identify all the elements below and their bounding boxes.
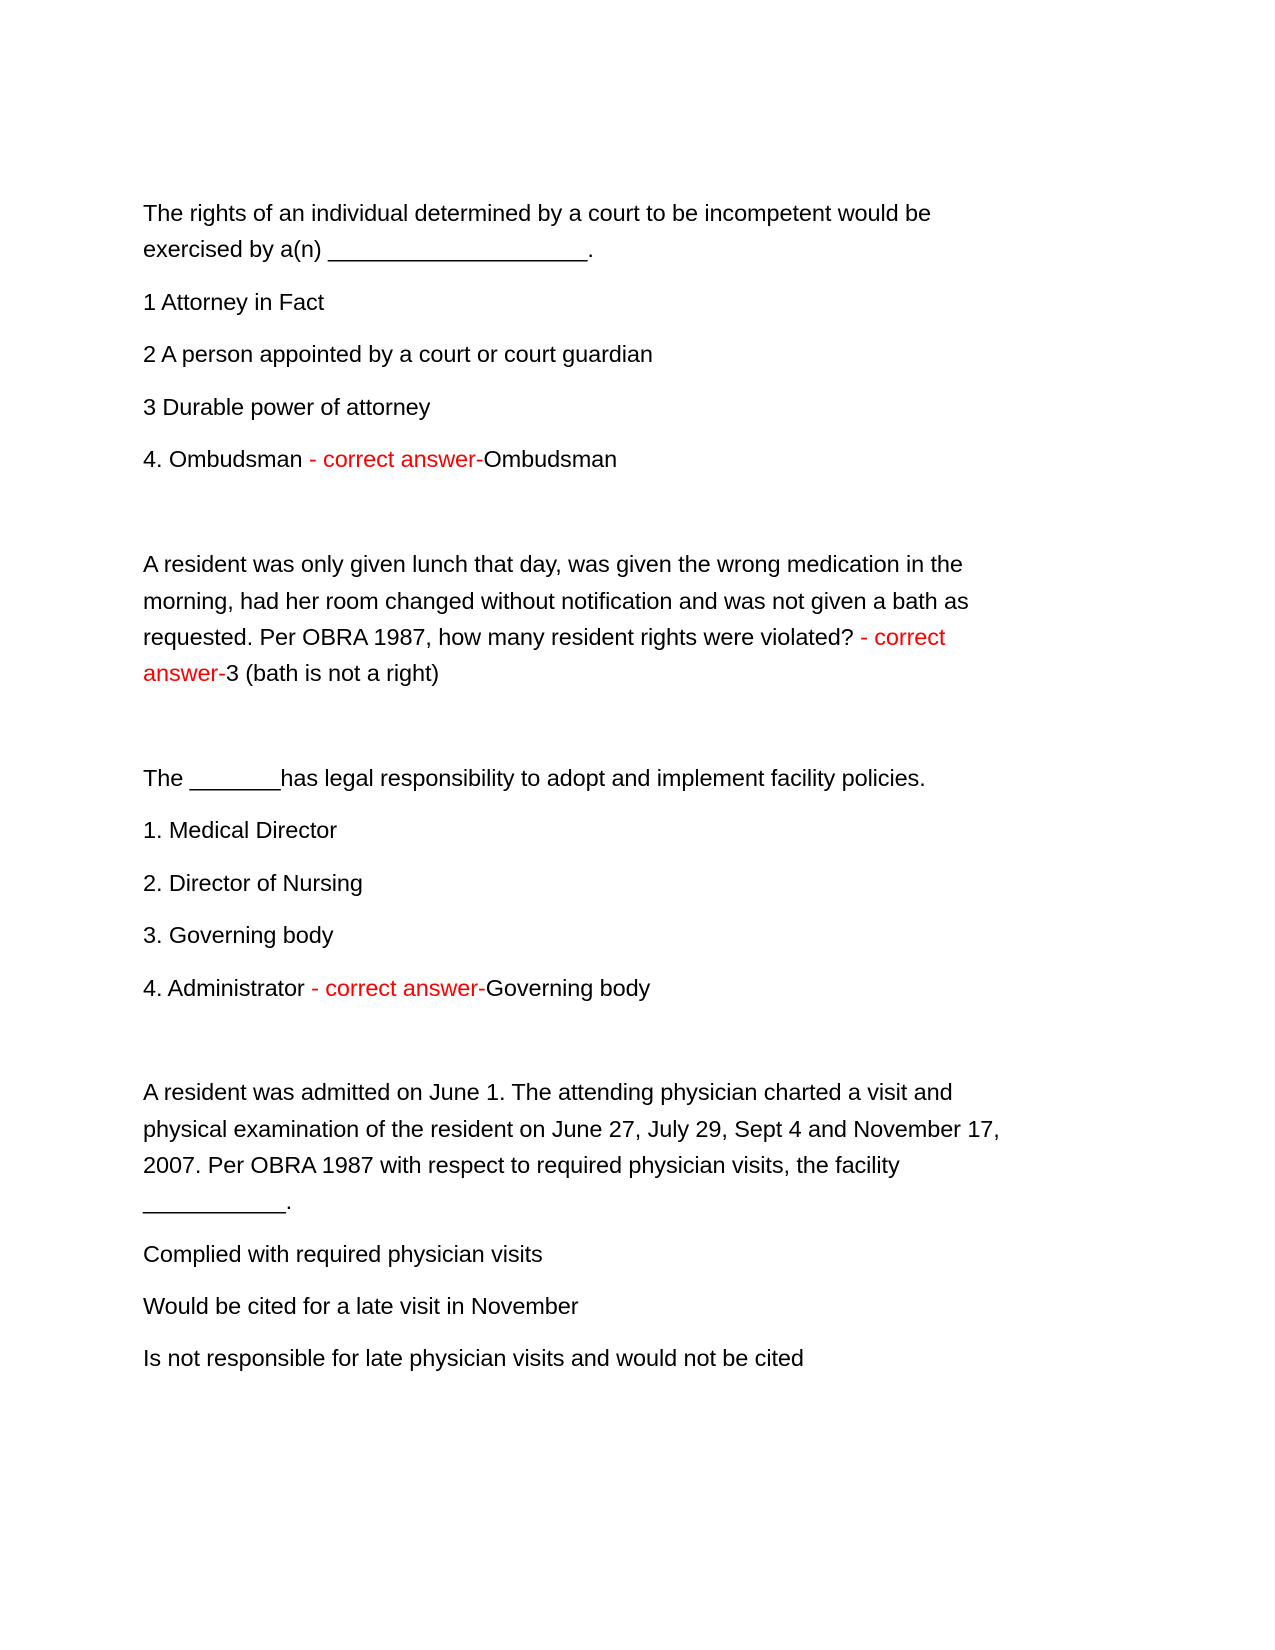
question-4-stem-line-3: 2007. Per OBRA 1987 with respect to required physician visits, the facility: [143, 1152, 900, 1178]
answer-marker: - correct: [853, 624, 946, 650]
question-2-stem-line-3: requested. Per OBRA 1987, how many resident rights were violated?: [143, 624, 854, 650]
question-3-stem-line-1: The _______has legal responsibility to adopt and implement facility policies.: [143, 765, 926, 791]
question-4-option-1: Complied with required physician visits: [143, 1241, 543, 1267]
question-4-stem-line-2: physical examination of the resident on June 27, July 29, Sept 4 and November 17,: [143, 1116, 1000, 1142]
question-1-option-1: 1 Attorney in Fact: [143, 289, 325, 315]
question-2-stem-line-2: morning, had her room changed without notification and was not given a bath as: [143, 588, 969, 614]
question-4-option-3: Is not responsible for late physician visits and would not be cited: [143, 1345, 804, 1371]
question-3-option-4: 4. Administrator: [143, 975, 305, 1001]
question-1-stem-line-2: exercised by a(n) ____________________.: [143, 236, 594, 262]
question-2-stem-line-1: A resident was only given lunch that day, was given the wrong medication in the: [143, 551, 963, 577]
question-1-stem-line-1: The rights of an individual determined by a court to be incompetent would be: [143, 200, 931, 226]
question-2-answer-line: [143, 659, 439, 687]
answer-marker: - correct answer-: [302, 446, 484, 472]
question-1-answer: Ombudsman: [483, 446, 618, 472]
question-4-option-2: Would be cited for a late visit in November: [143, 1293, 579, 1319]
question-3-option-4-with-answer: [143, 974, 650, 1002]
question-4-stem-line-4: ___________.: [143, 1188, 293, 1214]
question-1-option-3: 3 Durable power of attorney: [143, 394, 431, 420]
question-1-option-2: 2 A person appointed by a court or court guardian: [143, 341, 653, 367]
question-3-option-1: 1. Medical Director: [143, 817, 337, 843]
question-4-stem-line-1: A resident was admitted on June 1. The attending physician charted a visit and: [143, 1079, 953, 1105]
question-3-answer: Governing body: [485, 975, 651, 1001]
question-1-option-4: 4. Ombudsman: [143, 446, 303, 472]
question-3-option-2: 2. Director of Nursing: [143, 870, 363, 896]
answer-marker: - correct answer-: [304, 975, 486, 1001]
question-2-answer: 3 (bath is not a right): [225, 660, 440, 686]
answer-marker: answer-: [143, 660, 226, 686]
question-3-option-3: 3. Governing body: [143, 922, 334, 948]
question-2-stem-line-3-with-marker: [143, 623, 945, 651]
question-1-option-4-with-answer: [143, 445, 617, 473]
